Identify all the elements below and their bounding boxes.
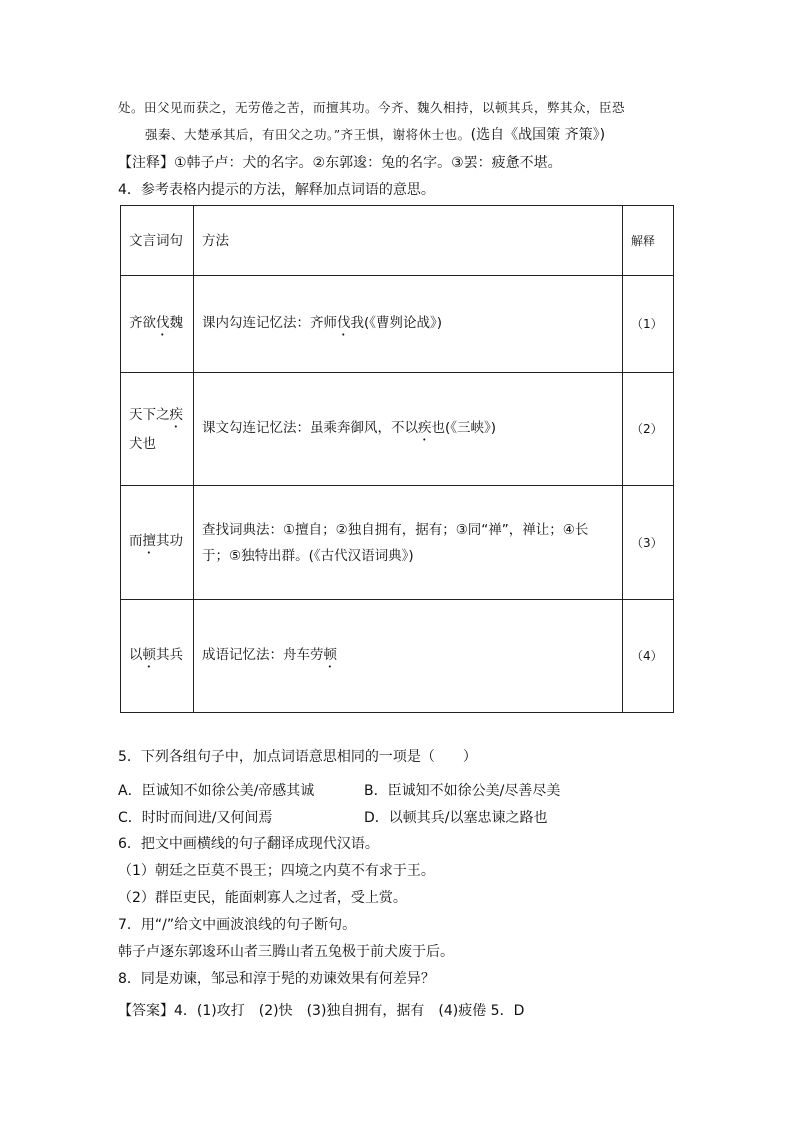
q5-option-a: A．臣诚知不如徐公美/帝感其诚: [118, 783, 315, 799]
answer: 【答案】4．(1)攻打 (2)快 (3)独自拥有，据有 (4)疲倦 5．D: [118, 1003, 525, 1019]
answer-blank: （2）: [623, 373, 674, 486]
notes: 【注释】①韩子卢：犬的名字。②东郭逡：兔的名字。③罢：疲惫不堪。: [118, 155, 562, 171]
phrase-cell: 以顿其兵: [121, 600, 194, 713]
passage-line-1: 处。田父见而获之，无劳倦之苦，而擅其功。今齐、魏久相持，以顿其兵，弊其众，臣恐: [118, 100, 626, 115]
q4-title: 4．参考表格内提示的方法，解释加点词语的意思。: [118, 182, 435, 198]
method-cell: 课内勾连记忆法：齐师伐我(《曹刿论战》): [194, 276, 623, 373]
table-row: [121, 373, 674, 486]
passage-source: (选自《战国策 齐策》): [470, 127, 606, 143]
table-row: [121, 486, 674, 600]
q6-sentence-1: （1）朝廷之臣莫不畏王；四境之内莫不有求于王。: [118, 863, 435, 879]
q5-option-b: B．臣诚知不如徐公美/尽善尽美: [364, 783, 561, 799]
answer-blank: （4）: [623, 600, 674, 713]
answer-blank: （3）: [623, 486, 674, 600]
phrase-cell: 而擅其功: [121, 486, 194, 600]
q7-sentence: 韩子卢逐东郭逡环山者三腾山者五兔极于前犬废于后。: [118, 944, 454, 960]
phrase-cell: 天下之疾犬也: [121, 373, 194, 486]
passage-text: 强秦、大楚承其后，有田父之功。”齐王惧，谢将休士也。: [145, 127, 471, 142]
header-answer: 解释: [623, 206, 674, 276]
method-table: [120, 205, 674, 713]
q5-option-d: D．以顿其兵/以塞忠谏之路也: [364, 810, 548, 826]
passage-line-2: [145, 124, 605, 144]
method-cell: 查找词典法：①擅自；②独自拥有，据有；③同“禅”，禅让；④长于；⑤独特出群。(《古代汉语词典》): [194, 486, 623, 600]
header-phrase: 文言词句: [121, 206, 194, 276]
q8-title: 8．同是劝谏，邹忌和淳于髡的劝谏效果有何差异？: [118, 971, 435, 987]
header-method: 方法: [194, 206, 623, 276]
q5-option-c: C．时时而间进/又何间焉: [118, 810, 273, 826]
method-cell: 成语记忆法：舟车劳顿: [194, 600, 623, 713]
q5-title: 5．下列各组句子中，加点词语意思相同的一项是（ ）: [118, 749, 477, 765]
q6-sentence-2: （2）群臣吏民，能面刺寡人之过者，受上赏。: [118, 890, 407, 906]
answer-blank: （1）: [623, 276, 674, 373]
table-row: [121, 600, 674, 713]
table-row: [121, 276, 674, 373]
q6-title: 6．把文中画横线的句子翻译成现代汉语。: [118, 836, 379, 852]
q7-title: 7．用“/”给文中画波浪线的句子断句。: [118, 917, 357, 933]
table-header-row: [121, 206, 674, 276]
method-cell: 课文勾连记忆法：虽乘奔御风，不以疾也(《三峡》): [194, 373, 623, 486]
phrase-cell: 齐欲伐魏: [121, 276, 194, 373]
